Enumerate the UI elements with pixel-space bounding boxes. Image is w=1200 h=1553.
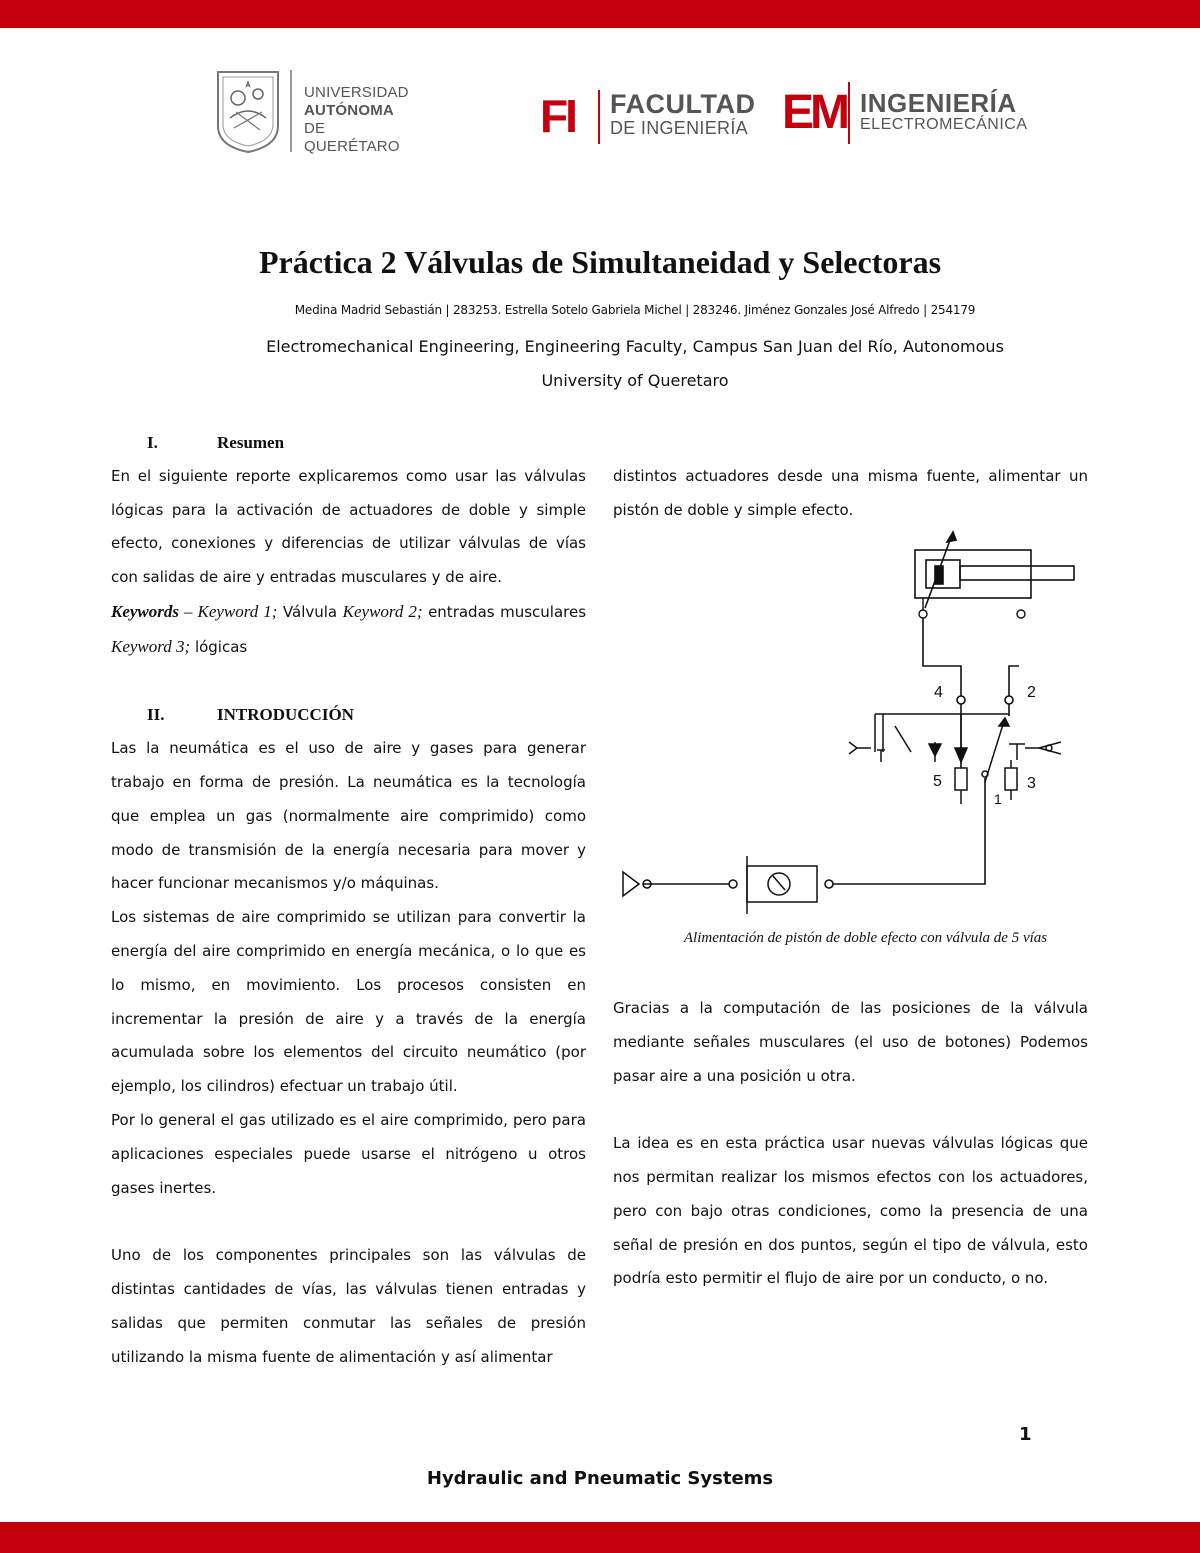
footer-title: Hydraulic and Pneumatic Systems	[426, 1468, 774, 1489]
keyword1-label: Keyword 1;	[197, 601, 278, 621]
intro-paragraph-4: Uno de los componentes principales son las válvulas de distintas cantidades de vías, las válvulas tienen entradas y salidas que permiten conmutar las señales de presión utilizando la misma fuente de alimentación y así alimentar	[111, 1246, 586, 1366]
intro-paragraph-4-continued: distintos actuadores desde una misma fuente, alimentar un pistón de doble y simple efecto.	[613, 467, 1088, 519]
section-title: Resumen	[217, 433, 285, 452]
right-column-top	[613, 460, 1088, 528]
resumen-body: En el siguiente reporte explicaremos como usar las válvulas lógicas para la activación de actuadores de doble y simple efecto, conexiones y diferencias de utilizar válvulas de vías con salidas de aire y entradas musculares y de aire.	[111, 466, 586, 587]
affiliation-line1: Electromechanical Engineering, Engineering Faculty, Campus San Juan del Río, Autonomous	[266, 337, 1004, 356]
uaq-seal-icon	[214, 68, 282, 154]
authors: Medina Madrid Sebastián | 283253. Estrella Sotelo Gabriela Michel | 283246. Jiménez Gonzales José Alfredo | 254179	[294, 303, 976, 317]
fi-name	[610, 89, 756, 140]
fi-divider	[598, 90, 600, 144]
em-line2: ELECTROMECÁNICA	[860, 116, 1028, 133]
em-logo	[782, 80, 1028, 146]
section-number: II.	[147, 705, 165, 725]
uaq-name	[304, 84, 414, 156]
section-number: I.	[147, 433, 158, 452]
port-label-1: 1	[994, 791, 1002, 807]
pneumatic-circuit-diagram	[613, 530, 1093, 925]
fi-line2: DE INGENIERÍA	[610, 118, 748, 138]
air-service-unit	[623, 856, 817, 914]
fi-mark: FI	[540, 90, 575, 142]
keyword2-label: Keyword 2;	[342, 601, 423, 621]
keyword3-label: Keyword 3;	[111, 636, 191, 656]
port-label-2: 2	[1027, 684, 1036, 701]
right-paragraph-1: Gracias a la computación de las posiciones de la válvula mediante señales musculares (el uso de botones) Podemos pasar aire a una posición u otra.	[613, 999, 1088, 1085]
uaq-line2: AUTÓNOMA	[304, 102, 394, 119]
em-divider	[848, 82, 850, 144]
intro-paragraph-1: Las la neumática es el uso de aire y gases para generar trabajo en forma de presión. La neumática es la tecnología que emplea un gas (normalmente aire comprimido) como modo de transmisión de la energía necesaria para mover y hacer funcionar mecanismos y/o máquinas.	[111, 739, 586, 893]
keyword3-value: lógicas	[190, 637, 248, 656]
top-red-band	[0, 0, 1200, 28]
section-title: INTRODUCCIÓN	[217, 705, 354, 725]
uaq-logo	[214, 66, 414, 156]
uaq-line3: DE QUERÉTARO	[304, 120, 400, 155]
port-label-5: 5	[933, 773, 942, 790]
em-name	[860, 88, 1028, 136]
intro-paragraph-2: Los sistemas de aire comprimido se utilizan para convertir la energía del aire comprimido en energía mecánica, o lo que es lo mismo, en movimiento. Los procesos consisten en incrementar la presión de aire y a través de la energía acumulada sobre los elementos del circuito neumático (por ejemplo, los cilindros) efectuar un trabajo útil.	[111, 908, 586, 1096]
cylinder-ports	[919, 598, 1025, 618]
fi-line1: FACULTAD	[610, 89, 756, 119]
section-heading-resumen	[111, 426, 586, 460]
double-acting-cylinder	[915, 532, 1074, 608]
intro-paragraph-3: Por lo general el gas utilizado es el aire comprimido, pero para aplicaciones especiales puede usarse el nitrógeno u otros gases inertes.	[111, 1110, 586, 1197]
port-label-4: 4	[934, 684, 943, 701]
figure-caption: Alimentación de pistón de doble efecto con válvula de 5 vías	[683, 930, 1048, 946]
uaq-line1: UNIVERSIDAD	[304, 84, 409, 101]
bottom-red-band	[0, 1522, 1200, 1553]
affiliation	[0, 330, 1200, 398]
keyword1-value: Válvula	[277, 602, 343, 621]
port-label-3: 3	[1027, 775, 1036, 792]
affiliation-line2: University of Queretaro	[541, 371, 729, 390]
left-column	[111, 426, 586, 1374]
keywords-dash: –	[179, 601, 198, 621]
fi-logo	[540, 86, 770, 146]
right-paragraph-2: La idea es en esta práctica usar nuevas válvulas lógicas que nos permitan realizar los mismos efectos con los actuadores, pero con bajo otras condiciones, como la presencia de una señal de presión en dos puntos, según el tipo de válvula, esto podría esto permitir el flujo de aire por un conducto, o no.	[613, 1134, 1088, 1288]
keywords-label: Keywords	[111, 601, 179, 621]
right-column-bottom	[613, 992, 1088, 1296]
section-heading-introduccion	[111, 698, 586, 732]
em-line1: INGENIERÍA	[860, 88, 1017, 118]
keyword2-value: entradas musculares	[422, 602, 587, 621]
keywords-line	[111, 595, 586, 665]
page-title: Práctica 2 Válvulas de Simultaneidad y Selectoras	[258, 244, 942, 280]
page-number: 1	[1019, 1424, 1032, 1445]
uaq-divider	[290, 70, 292, 152]
em-mark: EM	[782, 86, 846, 139]
